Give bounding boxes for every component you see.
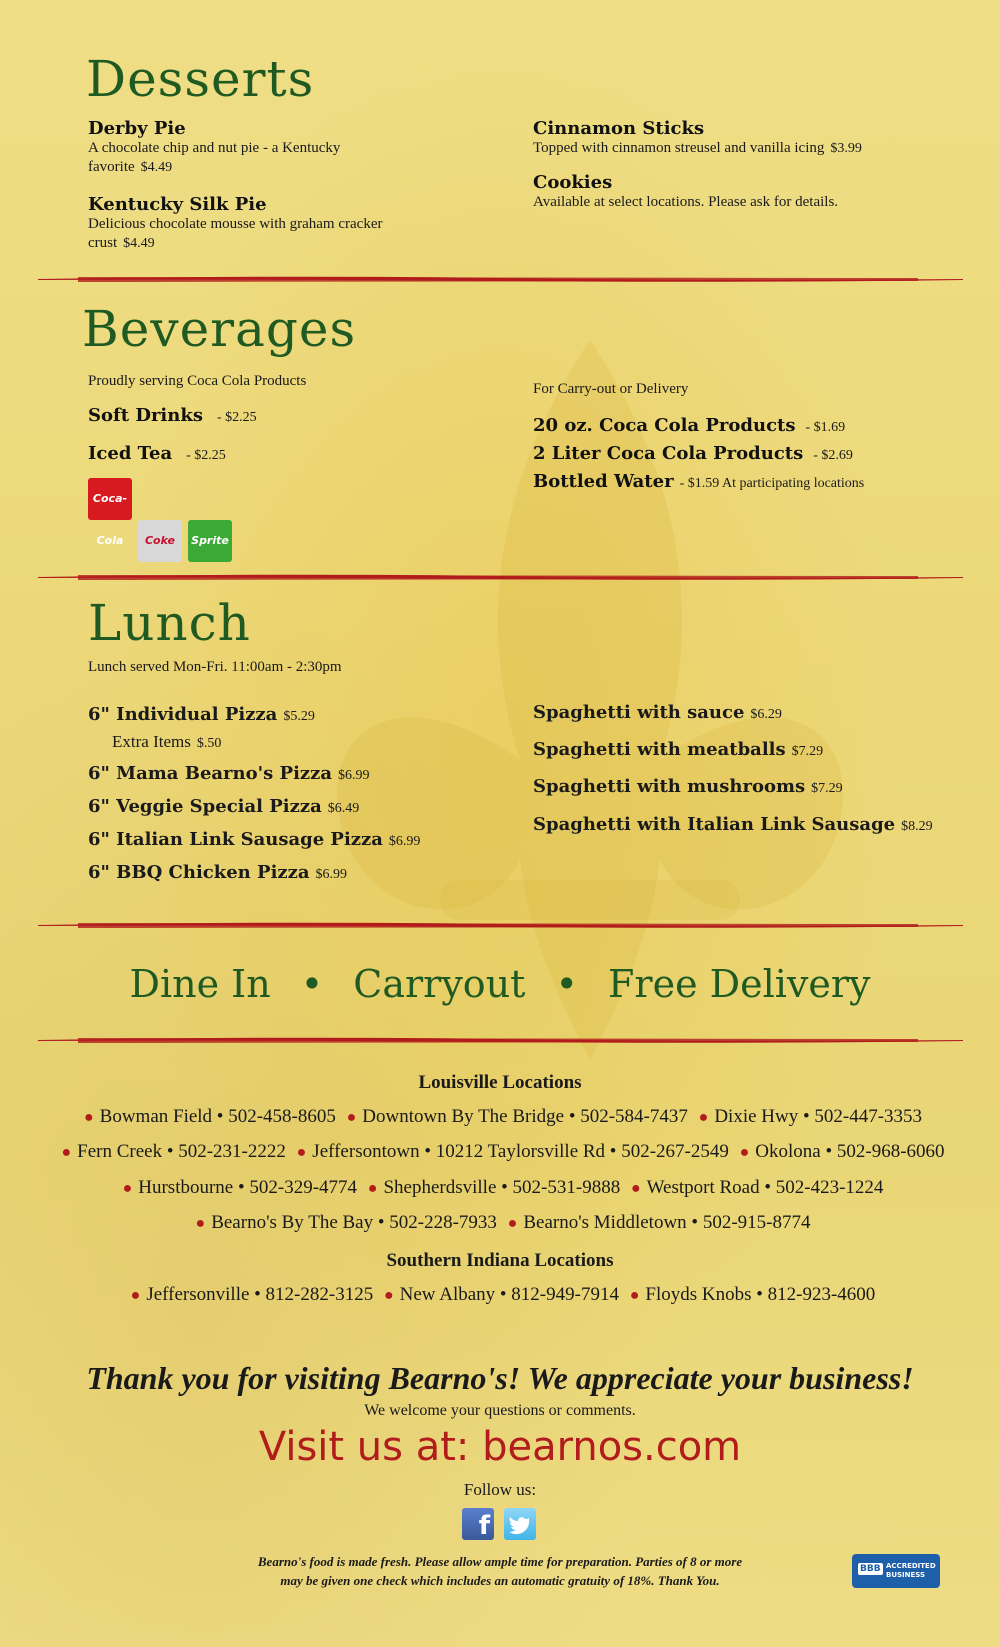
beverage-price: - $1.69 (805, 420, 846, 435)
dessert-price: $4.49 (123, 236, 155, 251)
services-banner: Dine In • Carryout • Free Delivery (129, 962, 871, 1006)
dessert-item (88, 194, 428, 253)
lunch-price: $6.99 (315, 867, 348, 882)
disclaimer (0, 1552, 1000, 1590)
lunch-name: Spaghetti with sauce (533, 702, 745, 723)
follow-label: Follow us: (463, 1480, 537, 1499)
service-carryout: Carryout (353, 962, 526, 1006)
coca-cola-logo: Coca-Cola (88, 478, 132, 520)
carry-label: For Carry-out or Delivery (533, 381, 689, 397)
welcome-message: We welcome your questions or comments. (364, 1402, 636, 1419)
red-divider (38, 274, 963, 284)
dessert-desc: A chocolate chip and nut pie - a Kentucky favorite (88, 140, 341, 175)
lunch-price: $6.29 (750, 707, 782, 722)
location: Floyds Knobs • 812-923-4600 (645, 1284, 876, 1305)
website-link[interactable]: Visit us at: bearnos.com (258, 1424, 742, 1470)
dessert-name: Cinnamon Sticks (533, 118, 705, 139)
location: Dixie Hwy • 502-447-3353 (714, 1106, 923, 1127)
beverage-name: 20 oz. Coca Cola Products (533, 415, 796, 436)
lunch-name: 6" Italian Link Sausage Pizza (88, 829, 383, 850)
lunch-price: $6.49 (327, 801, 360, 816)
lunch-item (533, 814, 933, 835)
beverages-subtitle: Proudly serving Coca Cola Products (88, 373, 307, 389)
lunch-name: Extra Items (112, 732, 191, 751)
dessert-price: $3.99 (830, 141, 862, 156)
lunch-name: 6" BBQ Chicken Pizza (88, 862, 310, 883)
location: Downtown By The Bridge • 502-584-7437 (362, 1106, 688, 1127)
location: Jeffersonville • 812-282-3125 (146, 1284, 374, 1305)
dessert-price: $4.49 (140, 160, 173, 175)
lunch-item (533, 776, 843, 797)
louisville-title: Louisville Locations (418, 1072, 582, 1093)
twitter-icon[interactable] (504, 1508, 536, 1540)
lunch-item (88, 704, 315, 725)
lunch-name: 6" Individual Pizza (88, 704, 278, 725)
bbb-badge[interactable] (852, 1554, 940, 1588)
dessert-item (88, 118, 428, 177)
location: Fern Creek • 502-231-2222 (77, 1141, 286, 1162)
disclaimer-line-2: may be given one check which includes an automatic gratuity of 18%. Thank You. (280, 1573, 720, 1588)
bbb-text: ACCREDITED BUSINESS (886, 1562, 936, 1579)
beverage-name: Soft Drinks (88, 405, 203, 426)
lunch-name: Spaghetti with meatballs (533, 739, 786, 760)
lunch-subtitle: Lunch served Mon-Fri. 11:00am - 2:30pm (88, 659, 342, 675)
dessert-desc: Topped with cinnamon streusel and vanilla icing (533, 140, 825, 156)
desserts-title: Desserts (86, 50, 315, 108)
lunch-price: $7.29 (811, 781, 843, 796)
location: Okolona • 502-968-6060 (755, 1141, 945, 1162)
beverages-title: Beverages (82, 300, 357, 358)
beverage-price: - $2.69 (813, 448, 853, 463)
location: Hurstbourne • 502-329-4774 (138, 1177, 358, 1198)
lunch-price: $8.29 (901, 819, 933, 834)
red-divider (38, 1035, 963, 1045)
thank-you-message: Thank you for visiting Bearno's! We appreciate your business! (86, 1360, 914, 1396)
bbb-icon: BBB (860, 1564, 881, 1574)
beverage-price: - $1.59 At participating locations (679, 476, 865, 491)
lunch-name: Spaghetti with mushrooms (533, 776, 806, 797)
lunch-item (88, 763, 370, 784)
lunch-name: Spaghetti with Italian Link Sausage (533, 814, 896, 835)
dessert-desc: Delicious chocolate mousse with graham cracker crust (88, 216, 383, 251)
service-free-delivery: Free Delivery (608, 962, 871, 1006)
facebook-icon[interactable]: f (462, 1508, 494, 1540)
beverage-item (533, 415, 845, 436)
lunch-item (533, 739, 823, 760)
beverage-name: Iced Tea (88, 443, 173, 464)
lunch-item (88, 829, 420, 850)
dessert-name: Cookies (533, 172, 613, 193)
beverage-item (88, 443, 226, 464)
dessert-name: Kentucky Silk Pie (88, 194, 267, 215)
red-divider (38, 920, 963, 930)
dessert-item (533, 172, 953, 212)
beverage-item (88, 405, 257, 426)
dessert-name: Derby Pie (88, 118, 186, 139)
location: Bearno's Middletown • 502-915-8774 (523, 1212, 811, 1233)
location: Westport Road • 502-423-1224 (646, 1177, 884, 1198)
location-line: ● Hurstbourne • 502-329-4774 ● Shepherdsville • 502-531-9888 ● Westport Road • 502-423-1224 (122, 1177, 884, 1198)
beverage-price: - $2.25 (216, 410, 257, 425)
location: Bearno's By The Bay • 502-228-7933 (211, 1212, 497, 1233)
indiana-title: Southern Indiana Locations (386, 1250, 614, 1271)
lunch-price: $6.99 (338, 768, 370, 783)
lunch-price: $7.29 (791, 744, 824, 759)
location-line: ● Jeffersonville • 812-282-3125 ● New Albany • 812-949-7914 ● Floyds Knobs • 812-923-4600 (130, 1284, 876, 1305)
diet-coke-logo: Coke (138, 520, 182, 562)
lunch-title: Lunch (88, 594, 251, 652)
location-line: ● Fern Creek • 502-231-2222 ● Jeffersontown • 10212 Taylorsville Rd • 502-267-2549 ● Okolona • 502-968-6060 (61, 1141, 945, 1162)
soda-logos (88, 478, 234, 562)
service-dine-in: Dine In (129, 962, 271, 1006)
lunch-item (533, 702, 782, 723)
red-divider (38, 572, 963, 582)
beverage-item (533, 443, 853, 464)
beverage-name: 2 Liter Coca Cola Products (533, 443, 804, 464)
location: Jeffersontown • 10212 Taylorsville Rd • 502-267-2549 (312, 1141, 729, 1162)
location: New Albany • 812-949-7914 (399, 1284, 619, 1305)
disclaimer-line-1: Bearno's food is made fresh. Please allow ample time for preparation. Parties of 8 or more (257, 1554, 743, 1569)
lunch-price: $6.99 (388, 834, 421, 849)
dessert-desc: Available at select locations. Please ask for details. (533, 194, 839, 210)
location: Shepherdsville • 502-531-9888 (383, 1177, 621, 1198)
lunch-item (112, 732, 221, 752)
location: Bowman Field • 502-458-8605 (99, 1106, 336, 1127)
dessert-item (533, 118, 953, 158)
lunch-name: 6" Veggie Special Pizza (88, 796, 322, 817)
lunch-price: $.50 (196, 736, 222, 751)
beverage-price: - $2.25 (186, 448, 226, 463)
lunch-item (88, 796, 359, 817)
location-line: ● Bowman Field • 502-458-8605 ● Downtown By The Bridge • 502-584-7437 ● Dixie Hwy • 502-447-3353 (83, 1106, 923, 1127)
beverage-item (533, 471, 864, 492)
lunch-price: $5.29 (283, 709, 315, 724)
lunch-item (88, 862, 347, 883)
sprite-logo: Sprite (188, 520, 232, 562)
beverage-name: Bottled Water (533, 471, 674, 492)
lunch-name: 6" Mama Bearno's Pizza (88, 763, 333, 784)
location-line: ● Bearno's By The Bay • 502-228-7933 ● Bearno's Middletown • 502-915-8774 (195, 1212, 811, 1233)
